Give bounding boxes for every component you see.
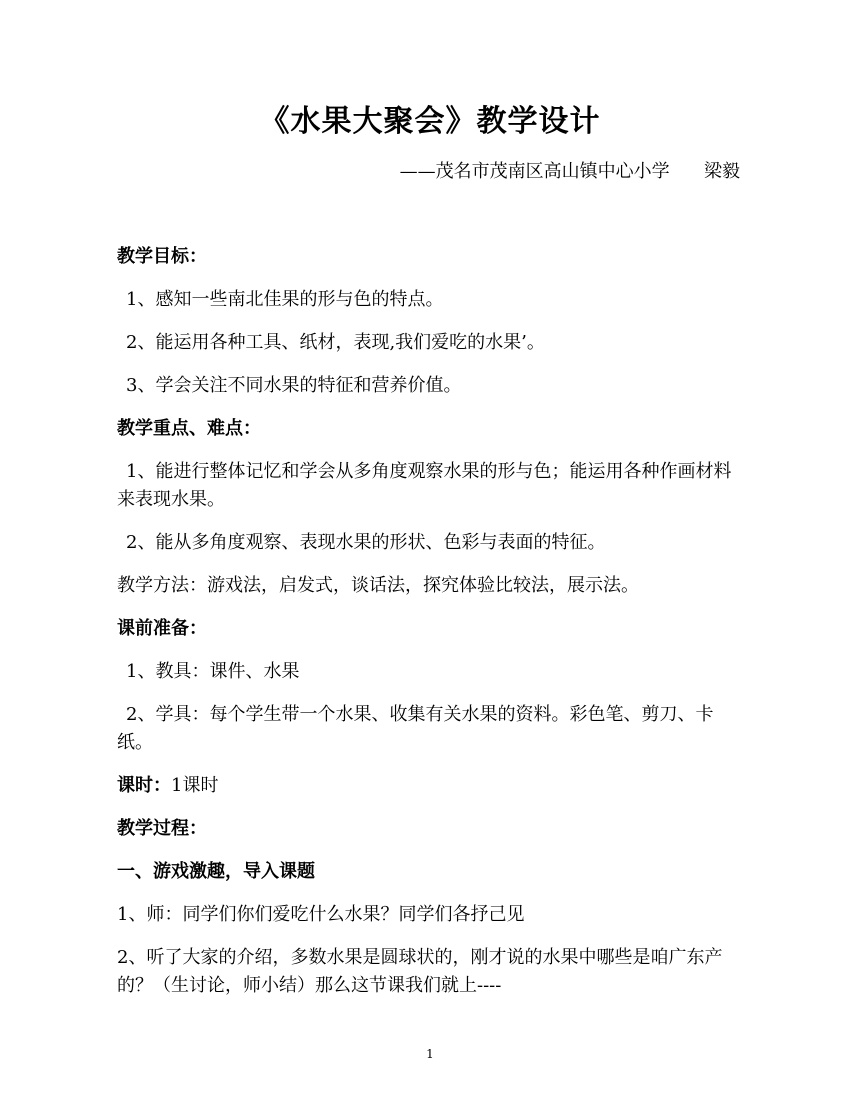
objectives-heading: 教学目标：	[117, 246, 207, 267]
objective-item: 1、感知一些南北佳果的形与色的特点。	[126, 289, 444, 310]
preparation-item: 2、学具：每个学生带一个水果、收集有关水果的资料。彩色笔、剪刀、卡纸。	[117, 704, 714, 753]
key-point-item: 1、能进行整体记忆和学会从多角度观察水果的形与色；能运用各种作画材料来表现水果。	[117, 461, 732, 510]
document-body	[117, 243, 745, 1015]
section-paragraph: 2、听了大家的介绍，多数水果是圆球状的，刚才说的水果中哪些是咱广东产的？（生讨论，师小结）那么这节课我们就上----	[117, 947, 723, 996]
document-title: 《水果大聚会》教学设计	[259, 104, 601, 139]
process-heading: 教学过程：	[117, 818, 207, 839]
teaching-methods: 教学方法：游戏法，启发式，谈话法，探究体验比较法，展示法。	[117, 575, 639, 596]
duration-line	[117, 772, 745, 800]
objective-item: 3、学会关注不同水果的特征和营养价值。	[126, 375, 462, 396]
key-points-heading: 教学重点、难点：	[117, 418, 261, 439]
preparation-item: 1、教具：课件、水果	[126, 661, 300, 682]
duration-label: 课时：	[117, 775, 171, 796]
objective-item: 2、能运用各种工具、纸材，表现,我们爱吃的水果’。	[126, 332, 545, 353]
section-heading: 一、游戏激趣，导入课题	[117, 861, 315, 882]
duration-value: 1课时	[171, 775, 219, 796]
preparation-heading: 课前准备：	[117, 618, 207, 639]
author-byline: ——茂名市茂南区高山镇中心小学 梁毅	[399, 161, 740, 182]
section-paragraph: 1、师：同学们你们爱吃什么水果？同学们各抒己见	[117, 904, 525, 925]
page-number: 1	[426, 1047, 434, 1061]
key-point-item: 2、能从多角度观察、表现水果的形状、色彩与表面的特征。	[126, 532, 606, 553]
